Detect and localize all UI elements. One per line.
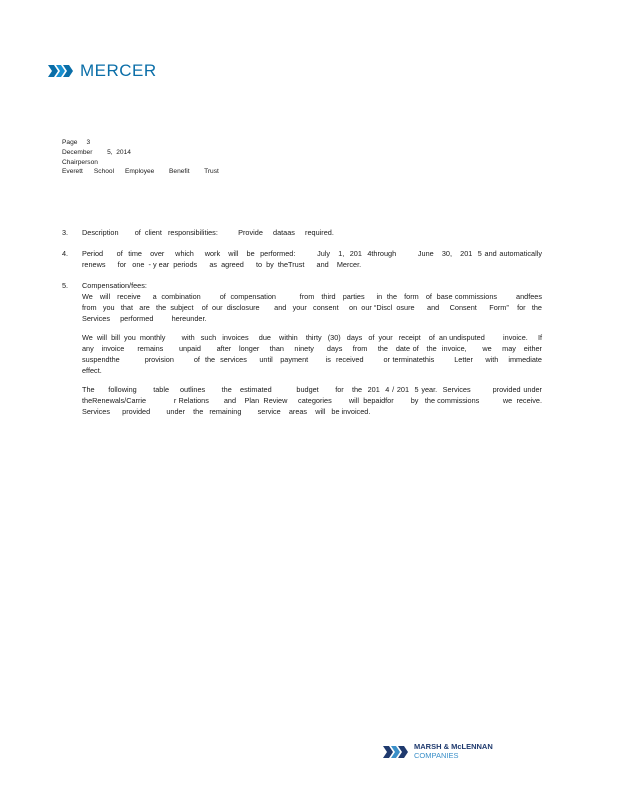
footer-brand-line1: MARSH & McLENNAN bbox=[414, 742, 493, 751]
page-number: Page 3 bbox=[62, 139, 91, 146]
letter-header bbox=[62, 138, 219, 177]
list-item bbox=[62, 227, 542, 238]
list-item bbox=[62, 248, 561, 270]
item-number: 3. bbox=[62, 228, 69, 237]
section-heading: Compensation/fees: bbox=[82, 281, 147, 290]
organization-name: Everett School Employee Benefit Trust bbox=[62, 168, 219, 176]
paragraph: Description of client responsibilities: Provide dataas required. bbox=[82, 228, 334, 237]
item-number: 4. bbox=[62, 249, 69, 258]
letter-body bbox=[62, 227, 561, 427]
mercer-logo-icon bbox=[48, 63, 74, 79]
list-item bbox=[62, 280, 559, 417]
brand-name: MERCER bbox=[80, 61, 157, 80]
item-number: 5. bbox=[62, 281, 69, 290]
paragraph: We will bill you monthly with such invoices due within thirty (30) days of your receipt of an undisputed invoice. If any invoice remains unpaid after longer than ninety days from the date of the invoice, we may either suspendthe provision of the services until payment is received or terminatethis Letter with immediate effect. bbox=[82, 333, 559, 375]
recipient-title: Chairperson bbox=[62, 158, 98, 166]
paragraph: We will receive a combination of compensation from third parties in the form of base commissions andfees from you that are the subject of our disclosure and your consent on our “Discl osure and Consent Form” for the Services performed hereunder. bbox=[82, 292, 553, 323]
paragraph: Period of time over which work will be performed: July 1, 201 4through June 30, 201 5 and automatically renews for one - y ear periods as agreed to by theTrust and Mercer. bbox=[82, 249, 561, 269]
letter-date: December 5, 2014 bbox=[62, 148, 131, 156]
footer-logo bbox=[383, 743, 493, 760]
footer-brand-line2: COMPANIES bbox=[414, 750, 459, 760]
paragraph: The following table outlines the estimated budget for the 201 4 / 201 5 year. Services provided under theRenewals/Carrie r Relations and Plan Review categories will bepaidfor by the commissions we receive. Services provided under the remaining service areas will be invoiced. bbox=[82, 385, 553, 416]
mercer-logo bbox=[48, 62, 157, 79]
mmc-logo-icon bbox=[383, 744, 409, 760]
